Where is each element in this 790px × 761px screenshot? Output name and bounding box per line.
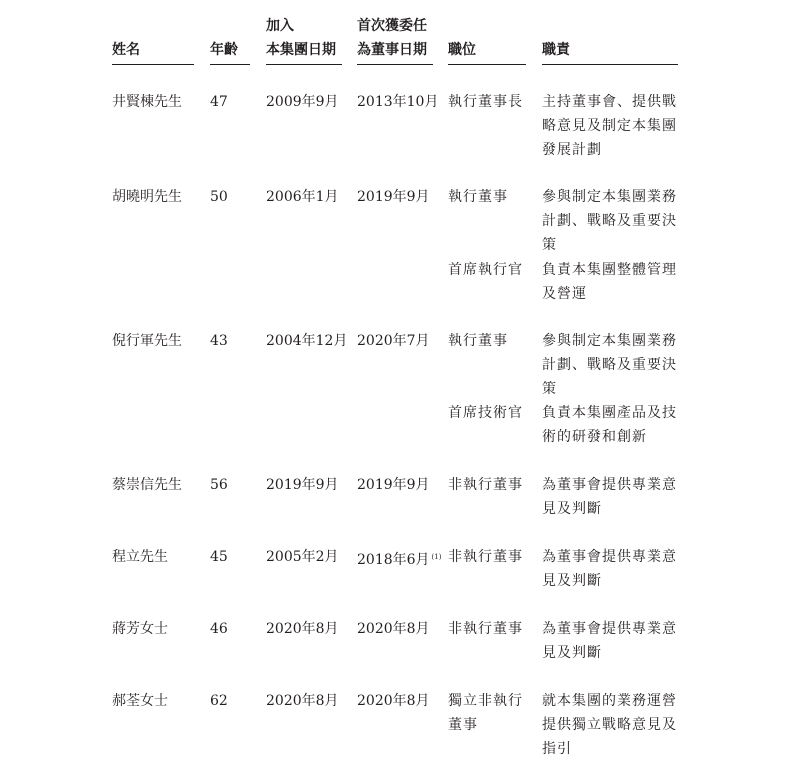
cell-age — [210, 545, 228, 569]
header-duties — [542, 14, 678, 65]
cell-duties — [542, 473, 682, 521]
cell-age — [210, 617, 228, 641]
cell-name — [112, 185, 182, 209]
header-age-line: 年齡 — [210, 42, 238, 58]
cell-duties-text: 參與制定本集團業務計劃、戰略及重要決策 — [542, 333, 677, 397]
cell-duties — [542, 545, 682, 593]
cell-name-text: 蔡崇信先生 — [112, 477, 182, 493]
cell-name-text: 蔣芳女士 — [112, 621, 168, 637]
cell-position-text: 執行董事 — [448, 333, 508, 349]
cell-name — [112, 545, 168, 569]
cell-age-text: 43 — [210, 333, 228, 349]
cell-duties — [542, 90, 682, 162]
cell-join — [266, 617, 339, 641]
cell-duties — [542, 617, 682, 665]
header-appointment-date — [357, 14, 433, 65]
cell-duties — [542, 689, 682, 761]
cell-age-text: 46 — [210, 621, 228, 637]
cell-join-text: 2019年9月 — [266, 477, 339, 493]
cell-appointment — [357, 473, 430, 497]
cell-name-text: 胡曉明先生 — [112, 189, 182, 205]
cell-join-text: 2020年8月 — [266, 693, 339, 709]
cell-name-text: 井賢棟先生 — [112, 94, 182, 110]
cell-position — [448, 329, 526, 353]
cell-duties-text: 負責本集團整體管理及營運 — [542, 262, 677, 302]
cell-position — [448, 401, 526, 425]
cell-join-text: 2006年1月 — [266, 189, 339, 205]
cell-position-text: 非執行董事 — [448, 477, 523, 493]
cell-position — [448, 90, 526, 114]
cell-duties — [542, 258, 682, 306]
cell-name-text: 程立先生 — [112, 549, 168, 565]
cell-appointment-text: 2013年10月 — [357, 94, 439, 110]
cell-duties-text: 就本集團的業務運營提供獨立戰略意見及指引 — [542, 693, 677, 757]
cell-age — [210, 689, 228, 713]
cell-duties-text: 為董事會提供專業意見及判斷 — [542, 621, 677, 661]
cell-join-text: 2009年9月 — [266, 94, 339, 110]
cell-name — [112, 689, 168, 713]
cell-name — [112, 473, 182, 497]
cell-position-text: 首席技術官 — [448, 405, 523, 421]
cell-position — [448, 473, 526, 497]
footnote-marker: (1) — [431, 553, 442, 561]
cell-appointment-text: 2019年9月 — [357, 189, 430, 205]
cell-join — [266, 689, 339, 713]
header-age — [210, 14, 250, 65]
cell-join — [266, 545, 339, 569]
cell-duties-text: 負責本集團產品及技術的研發和創新 — [542, 405, 677, 445]
header-appointment-line-1: 首次獲委任 — [357, 18, 427, 34]
cell-position — [448, 258, 526, 282]
cell-appointment — [357, 185, 430, 209]
cell-join-text: 2005年2月 — [266, 549, 339, 565]
cell-duties — [542, 185, 682, 257]
cell-appointment — [357, 545, 441, 572]
cell-position-text: 獨立非執行董事 — [448, 693, 523, 733]
cell-join — [266, 185, 339, 209]
cell-appointment-text: 2018年6月 — [357, 552, 430, 568]
cell-name-text: 倪行軍先生 — [112, 333, 182, 349]
cell-appointment-text: 2020年7月 — [357, 333, 430, 349]
header-appointment-line-2: 為董事日期 — [357, 42, 427, 58]
cell-age — [210, 473, 228, 497]
cell-duties-text: 主持董事會、提供戰略意見及制定本集團發展計劃 — [542, 94, 677, 158]
cell-age-text: 62 — [210, 693, 228, 709]
cell-position-text: 執行董事長 — [448, 94, 523, 110]
cell-position — [448, 185, 526, 209]
cell-name-text: 郝荃女士 — [112, 693, 168, 709]
cell-duties-text: 參與制定本集團業務計劃、戰略及重要決策 — [542, 189, 677, 253]
cell-duties-text: 為董事會提供專業意見及判斷 — [542, 477, 677, 517]
cell-join — [266, 473, 339, 497]
cell-duties-text: 為董事會提供專業意見及判斷 — [542, 549, 677, 589]
cell-name — [112, 90, 182, 114]
cell-join — [266, 90, 339, 114]
cell-name — [112, 329, 182, 353]
cell-appointment — [357, 329, 430, 353]
cell-appointment — [357, 90, 438, 114]
cell-age-text: 45 — [210, 549, 228, 565]
cell-age-text: 56 — [210, 477, 228, 493]
cell-appointment-text: 2020年8月 — [357, 693, 430, 709]
cell-age-text: 47 — [210, 94, 228, 110]
cell-position-text: 首席執行官 — [448, 262, 523, 278]
cell-position-text: 非執行董事 — [448, 549, 523, 565]
header-duties-line: 職責 — [542, 42, 570, 58]
cell-join-text: 2020年8月 — [266, 621, 339, 637]
cell-name — [112, 617, 168, 641]
cell-join — [266, 329, 347, 353]
header-join-line-2: 本集團日期 — [266, 42, 336, 58]
cell-age — [210, 185, 228, 209]
header-name — [112, 14, 194, 65]
header-join-line-1: 加入 — [266, 18, 294, 34]
cell-appointment-text: 2019年9月 — [357, 477, 430, 493]
cell-appointment — [357, 689, 430, 713]
cell-position — [448, 545, 526, 569]
header-join-date — [266, 14, 342, 65]
cell-age-text: 50 — [210, 189, 228, 205]
cell-position-text: 非執行董事 — [448, 621, 523, 637]
cell-appointment — [357, 617, 430, 641]
cell-position — [448, 689, 526, 737]
cell-age — [210, 329, 228, 353]
cell-duties — [542, 401, 682, 449]
header-name-line: 姓名 — [112, 42, 140, 58]
cell-position — [448, 617, 526, 641]
cell-position-text: 執行董事 — [448, 189, 508, 205]
header-position-line: 職位 — [448, 42, 476, 58]
cell-join-text: 2004年12月 — [266, 333, 348, 349]
header-position — [448, 14, 526, 65]
cell-appointment-text: 2020年8月 — [357, 621, 430, 637]
cell-age — [210, 90, 228, 114]
cell-duties — [542, 329, 682, 401]
